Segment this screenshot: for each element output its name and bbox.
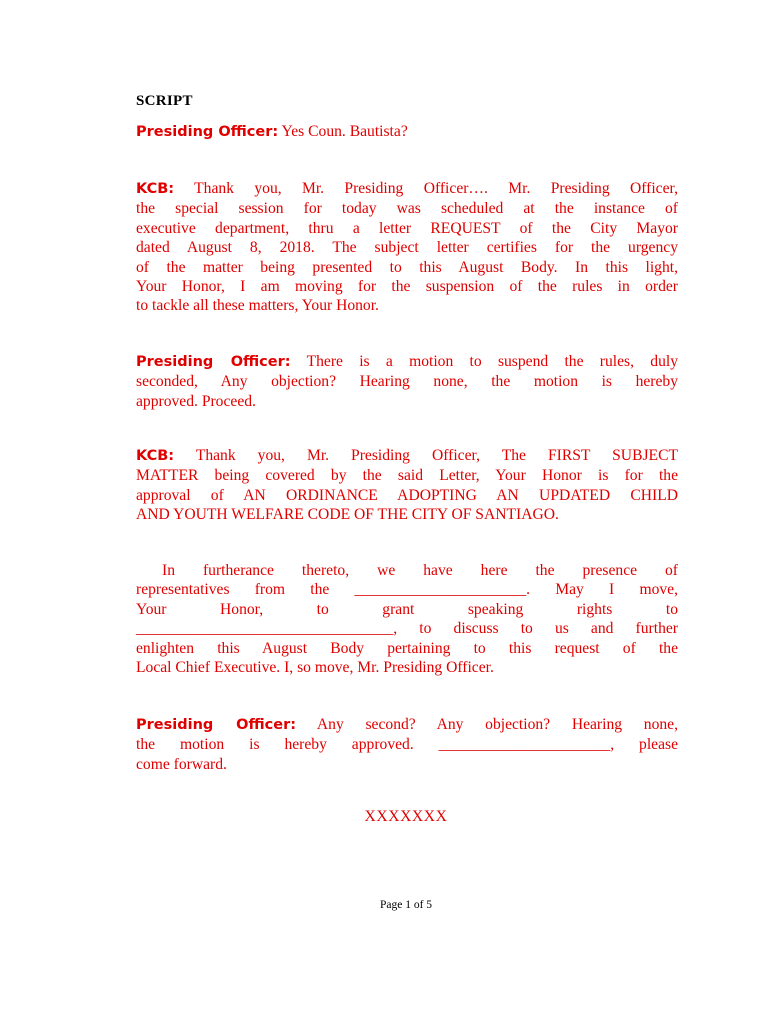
paragraph-line: approval of AN ORDINANCE ADOPTING AN UPDATED CHILD [136,486,678,504]
line-text: Yes Coun. Bautista? [281,123,408,140]
paragraph-line [136,446,678,466]
paragraph-line: the motion is hereby approved. ______________________, please [136,736,678,754]
paragraph-line: In furtherance thereto, we have here the presence of [162,562,678,579]
paragraph-line: AND YOUTH WELFARE CODE OF THE CITY OF SANTIAGO. [136,506,559,524]
paragraph-line [136,122,678,142]
paragraph-line [136,715,678,735]
document-heading: SCRIPT [136,93,193,109]
paragraph-line: to tackle all these matters, Your Honor. [136,297,379,315]
script-paragraph-1 [136,122,678,142]
paragraph-line: Your Honor, I am moving for the suspension of the rules in order [136,278,678,296]
speaker-label: Presiding Officer: [136,124,279,140]
script-paragraph-5 [136,561,678,677]
paragraph-line [136,179,678,199]
speaker-label: Presiding Officer: [136,354,291,370]
speaker-label: KCB: [136,448,175,464]
script-paragraph-6 [136,715,678,774]
paragraph-line: _________________________________, to discuss to us and further [136,620,678,638]
page-number-footer: Page 1 of 5 [379,899,433,911]
paragraph-line: of the matter being presented to this August Body. In this light, [136,258,678,276]
paragraph-line: dated August 8, 2018. The subject letter certifies for the urgency [136,239,678,257]
line-text: Any second? Any objection? Hearing none, [316,716,678,733]
line-text: Thank you, Mr. Presiding Officer…. Mr. Presiding Officer, [194,180,678,197]
line-text: There is a motion to suspend the rules, duly [306,353,678,370]
paragraph-line: the special session for today was scheduled at the instance of [136,200,678,218]
line-text: Thank you, Mr. Presiding Officer, The FIRST SUBJECT [195,447,678,464]
paragraph-line [136,352,678,372]
paragraph-line: Your Honor, to grant speaking rights to [136,600,678,618]
paragraph-line: MATTER being covered by the said Letter, Your Honor is for the [136,467,678,485]
speaker-label: KCB: [136,181,175,197]
script-paragraph-4 [136,446,678,525]
script-paragraph-2 [136,179,678,316]
script-paragraph-3 [136,352,678,411]
speaker-label: Presiding Officer: [136,717,297,733]
paragraph-line: Local Chief Executive. I, so move, Mr. Presiding Officer. [136,659,494,677]
paragraph-line: seconded, Any objection? Hearing none, the motion is hereby [136,373,678,391]
paragraph-line: approved. Proceed. [136,392,256,410]
paragraph-line: executive department, thru a letter REQUEST of the City Mayor [136,219,678,237]
paragraph-line: representatives from the ______________________. May I move, [136,581,678,599]
closing-mark: XXXXXXX [364,808,448,825]
paragraph-line: come forward. [136,755,227,773]
paragraph-line: enlighten this August Body pertaining to this request of the [136,639,678,657]
